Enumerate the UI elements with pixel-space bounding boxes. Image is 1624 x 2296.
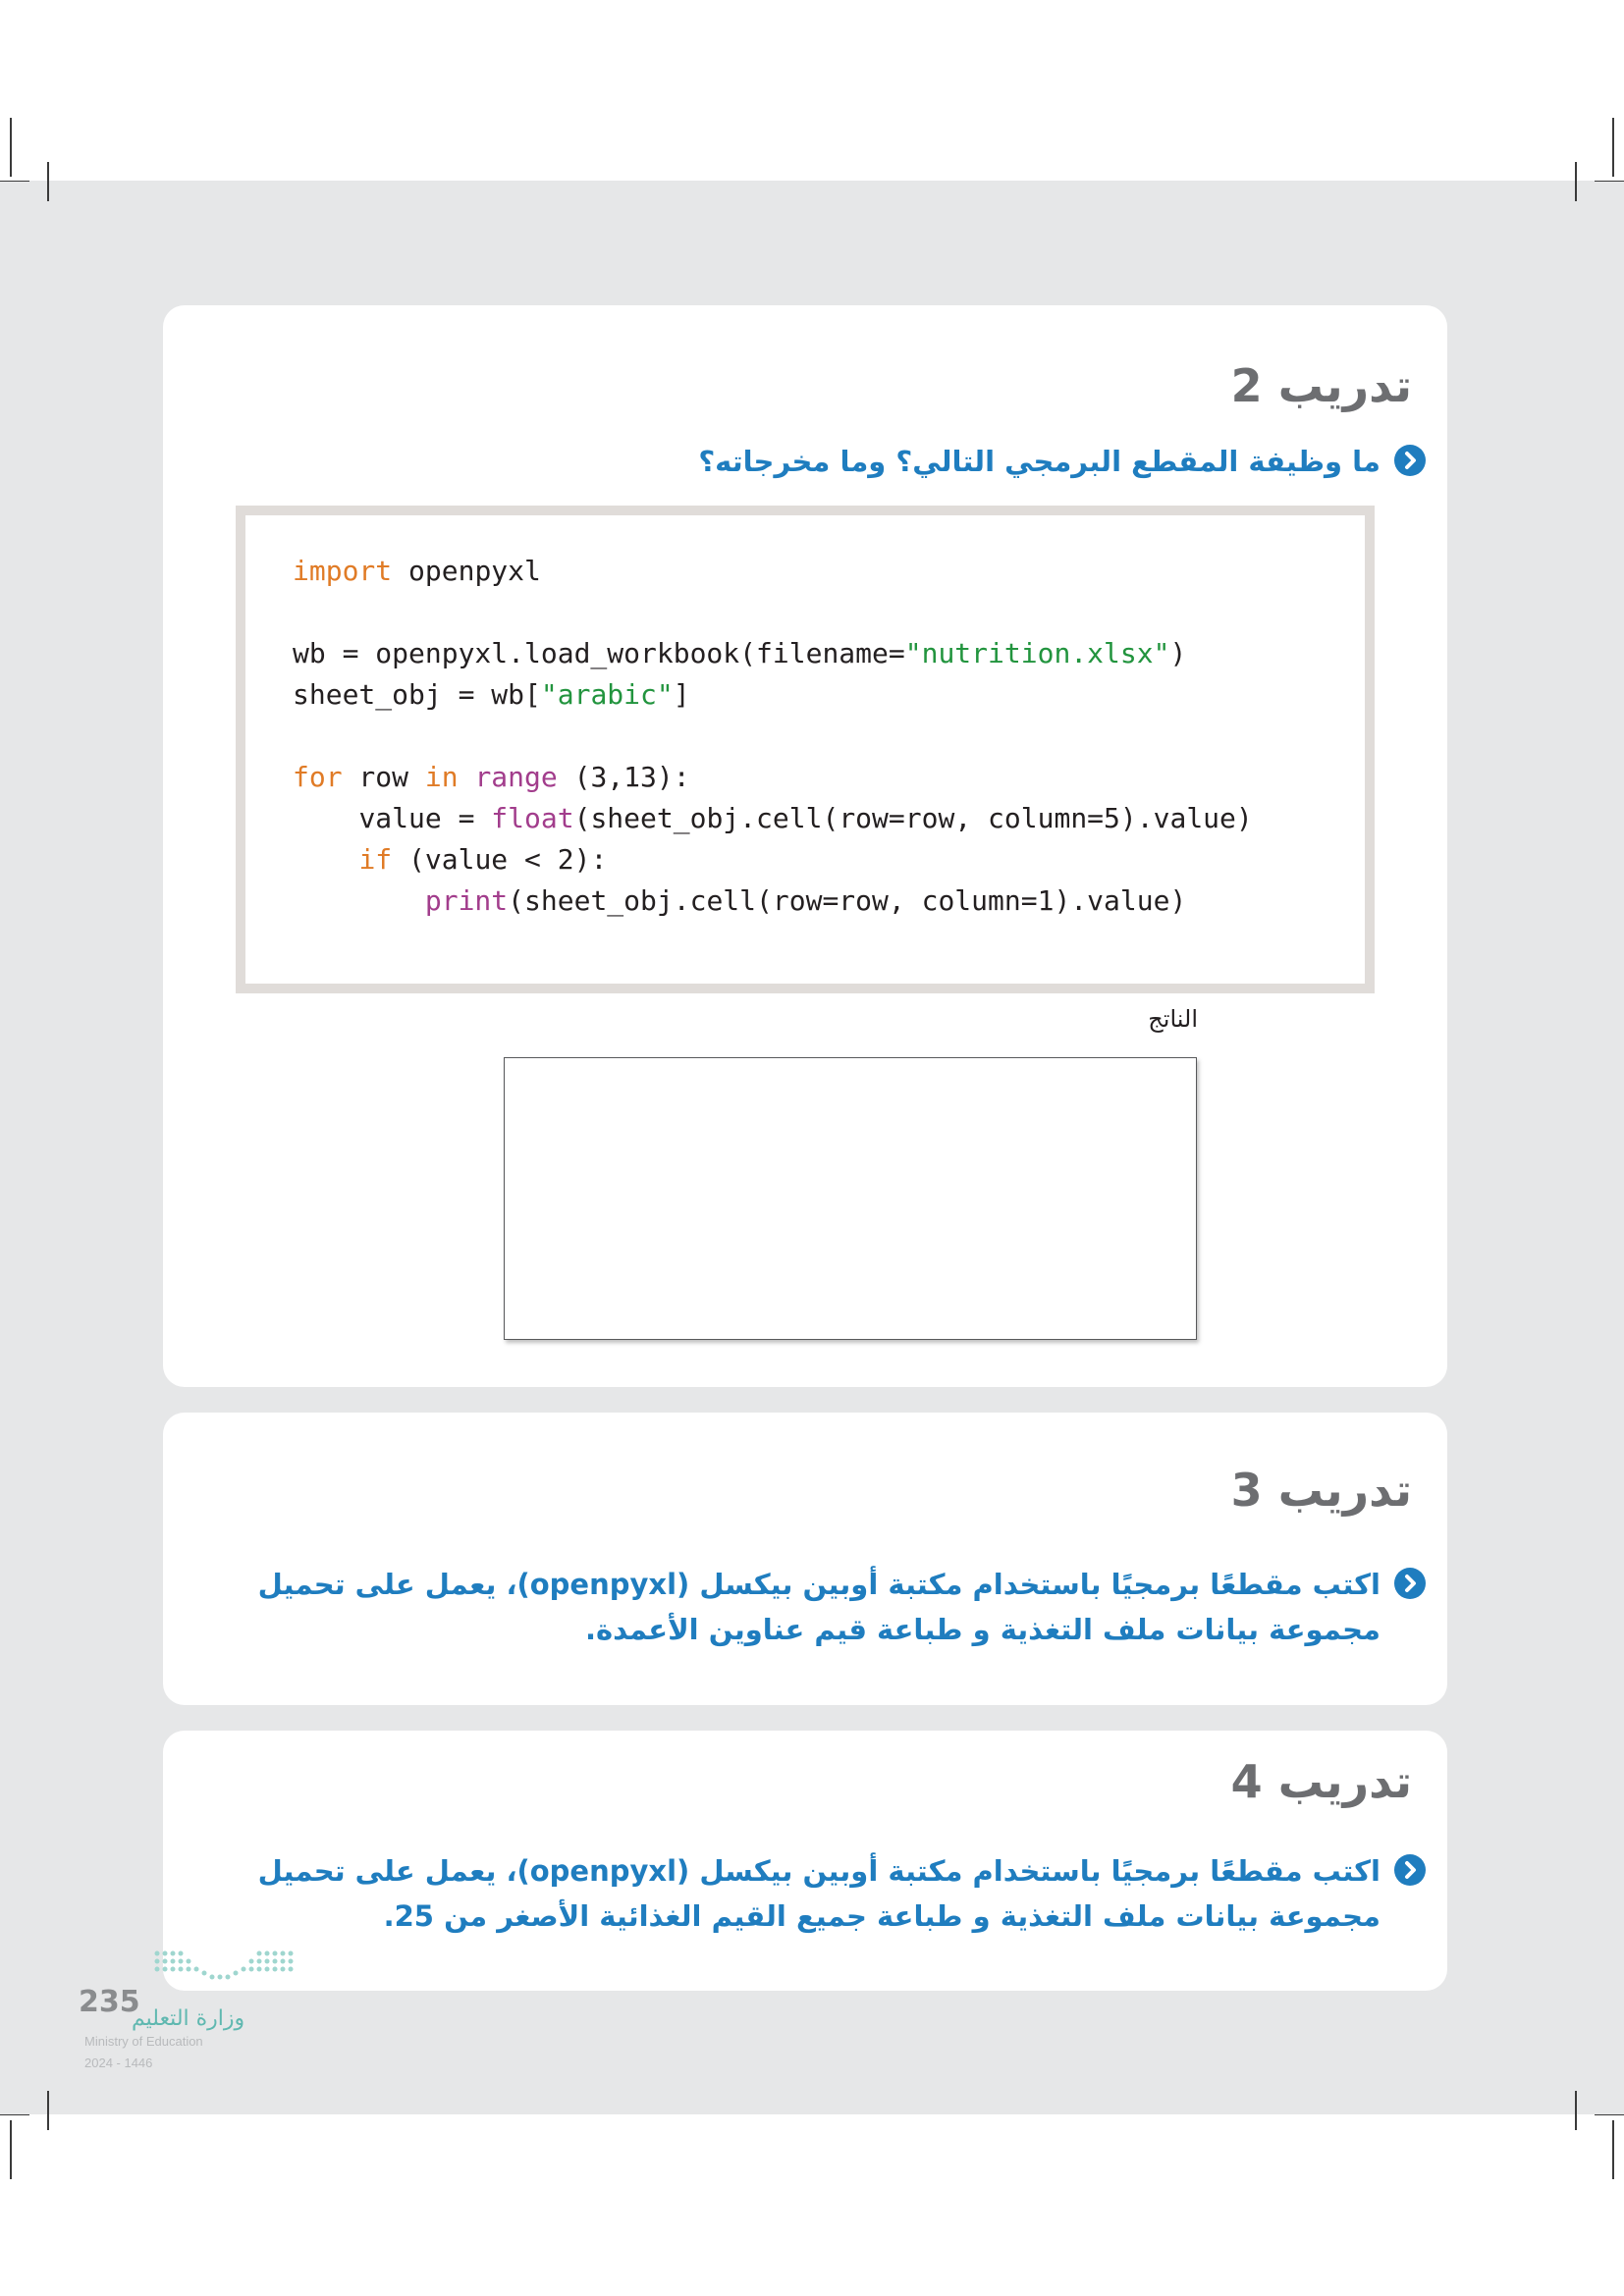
code-text: (3,13): (557, 761, 690, 793)
ministry-name-arabic: وزارة التعليم (132, 2006, 245, 2031)
crop-mark (1575, 2091, 1577, 2130)
code-text: row (342, 761, 425, 793)
crop-mark (0, 181, 29, 182)
chevron-right-icon (1394, 1854, 1426, 1886)
chevron-right-icon (1394, 1568, 1426, 1599)
crop-mark (1595, 2114, 1624, 2115)
exercise-3-card (163, 1413, 1447, 1705)
exercise-2-title: تدريب 2 (1230, 359, 1412, 412)
crop-mark (47, 162, 49, 201)
code-line-8 (293, 839, 1365, 881)
code-line-7 (293, 798, 1365, 839)
crop-mark (10, 2120, 12, 2179)
crop-mark (1612, 118, 1614, 177)
code-indent (293, 843, 358, 876)
crop-mark (0, 2114, 29, 2115)
code-line-blank (293, 716, 1365, 757)
exercise-3-title: تدريب 3 (1230, 1464, 1412, 1517)
code-builtin: range (474, 761, 558, 793)
output-answer-box[interactable] (504, 1057, 1197, 1340)
code-keyword: if (358, 843, 393, 876)
crop-mark (1595, 181, 1624, 182)
code-text: openpyxl (392, 555, 541, 587)
code-string: "arabic" (540, 678, 674, 711)
output-label: الناتج (1148, 1005, 1198, 1033)
exercise-3-question-text: اكتب مقطعًا برمجيًا باستخدام مكتبة أوبين بيكسل (openpyxl)، يعمل على تحميل مجموعة بيانات ملف التغذية و طباعة قيم عناوين الأعمدة. (257, 1568, 1380, 1646)
code-text: (value < 2): (392, 843, 608, 876)
chevron-right-icon (1394, 445, 1426, 476)
exercise-2-question (232, 439, 1380, 484)
code-indent (293, 884, 425, 917)
code-line-1 (293, 551, 1365, 592)
exercise-4-question (232, 1848, 1380, 1939)
code-text: ) (1169, 637, 1187, 669)
exercise-4-card (163, 1731, 1447, 1991)
ministry-name-english: Ministry of Education (84, 2034, 203, 2049)
edition-year: 2024 - 1446 (84, 2056, 153, 2070)
code-indent (293, 802, 358, 834)
code-text (459, 761, 475, 793)
code-line-9 (293, 881, 1365, 922)
code-builtin: float (491, 802, 574, 834)
code-keyword: for (293, 761, 343, 793)
code-text: sheet_obj = wb[ (293, 678, 541, 711)
code-text: value = (358, 802, 492, 834)
crop-mark (10, 118, 12, 177)
code-line-3 (293, 633, 1365, 674)
ministry-logo-icon (147, 1944, 299, 1993)
code-keyword: import (293, 555, 393, 587)
code-line-blank (293, 592, 1365, 633)
code-text: (sheet_obj.cell(row=row, column=1).value) (508, 884, 1187, 917)
code-text: wb = openpyxl.load_workbook(filename= (293, 637, 905, 669)
page-number: 235 (79, 1985, 140, 2019)
exercise-4-question-text: اكتب مقطعًا برمجيًا باستخدام مكتبة أوبين بيكسل (openpyxl)، يعمل على تحميل مجموعة بيانات ملف التغذية و طباعة جميع القيم الغذائية الأصغر من 25. (257, 1854, 1380, 1933)
code-builtin: print (424, 884, 509, 917)
code-keyword: in (424, 761, 459, 793)
crop-mark (47, 2091, 49, 2130)
exercise-4-title: تدريب 4 (1230, 1755, 1412, 1808)
crop-mark (1612, 2120, 1614, 2179)
code-line-4 (293, 674, 1365, 716)
code-listing (245, 515, 1365, 984)
code-text: ] (673, 678, 690, 711)
exercise-3-question (232, 1562, 1380, 1652)
code-block (236, 506, 1375, 993)
code-line-6 (293, 757, 1365, 798)
code-string: "nutrition.xlsx" (904, 637, 1170, 669)
code-text: (sheet_obj.cell(row=row, column=5).value) (573, 802, 1253, 834)
exercise-2-question-text: ما وظيفة المقطع البرمجي التالي؟ وما مخرجاته؟ (698, 445, 1380, 478)
crop-mark (1575, 162, 1577, 201)
